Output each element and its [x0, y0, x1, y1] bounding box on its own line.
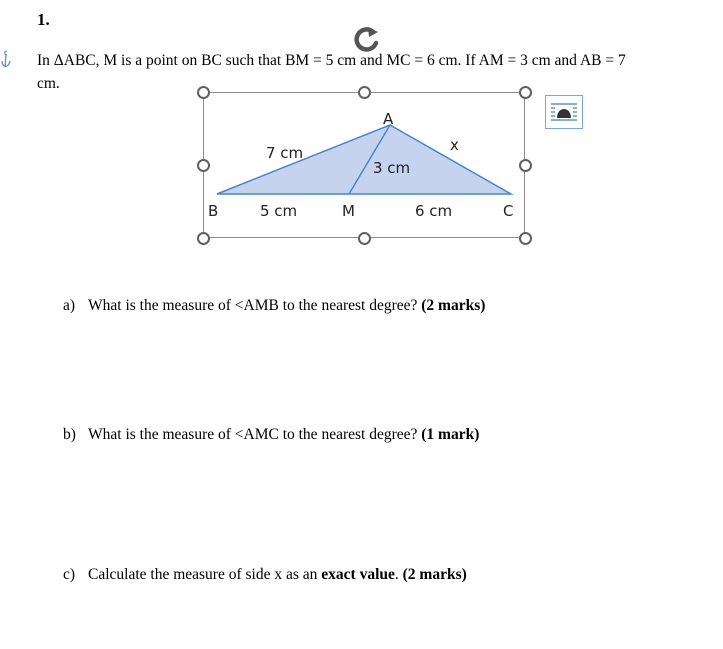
- resize-handle-middle-right[interactable]: [519, 159, 532, 172]
- part-a: [63, 297, 485, 315]
- intro-line-1: In ΔABC, M is a point on BC such that BM = 5 cm and MC = 6 cm. If AM = 3 cm and AB = 7: [37, 52, 626, 69]
- side-ab-label: 7 cm: [266, 144, 304, 162]
- resize-handle-bottom-right[interactable]: [519, 232, 532, 245]
- anchor-icon[interactable]: [0, 47, 12, 71]
- resize-handle-bottom-left[interactable]: [197, 232, 210, 245]
- part-a-text: What is the measure of <AMB to the nearest degree?: [88, 297, 418, 314]
- vertex-b-label: B: [208, 202, 219, 220]
- segment-bm-label: 5 cm: [260, 202, 298, 220]
- resize-handle-bottom-middle[interactable]: [358, 232, 371, 245]
- vertex-c-label: C: [503, 202, 514, 220]
- part-b: [63, 426, 479, 444]
- part-b-label: b): [63, 426, 76, 443]
- question-number: 1.: [37, 10, 50, 29]
- side-ac-label: x: [450, 136, 459, 154]
- layout-options-button[interactable]: [545, 95, 583, 129]
- rotate-handle-icon[interactable]: [348, 24, 386, 58]
- segment-mc-label: 6 cm: [415, 202, 453, 220]
- resize-handle-top-middle[interactable]: [358, 86, 371, 99]
- resize-handle-middle-left[interactable]: [197, 159, 210, 172]
- part-a-label: a): [63, 297, 76, 314]
- resize-handle-top-left[interactable]: [197, 86, 210, 99]
- part-c-emphasis: exact value: [321, 566, 395, 583]
- segment-am-label: 3 cm: [373, 159, 411, 177]
- part-b-text: What is the measure of <AMC to the nearest degree?: [88, 426, 418, 443]
- point-m-label: M: [342, 202, 355, 220]
- resize-handle-top-right[interactable]: [519, 86, 532, 99]
- layout-options-icon: [546, 96, 582, 128]
- part-b-marks: (1 mark): [421, 426, 480, 443]
- part-c-marks: (2 marks): [402, 566, 467, 583]
- part-c-text: Calculate the measure of side x as an: [88, 566, 322, 583]
- part-c: [63, 566, 467, 584]
- part-c-after: .: [394, 566, 399, 583]
- vertex-a-label: A: [383, 110, 394, 128]
- triangle-abc: [217, 125, 511, 194]
- part-c-label: c): [63, 566, 76, 583]
- triangle-diagram[interactable]: [203, 92, 525, 238]
- part-a-marks: (2 marks): [421, 297, 486, 314]
- intro-line-2: cm.: [37, 75, 60, 92]
